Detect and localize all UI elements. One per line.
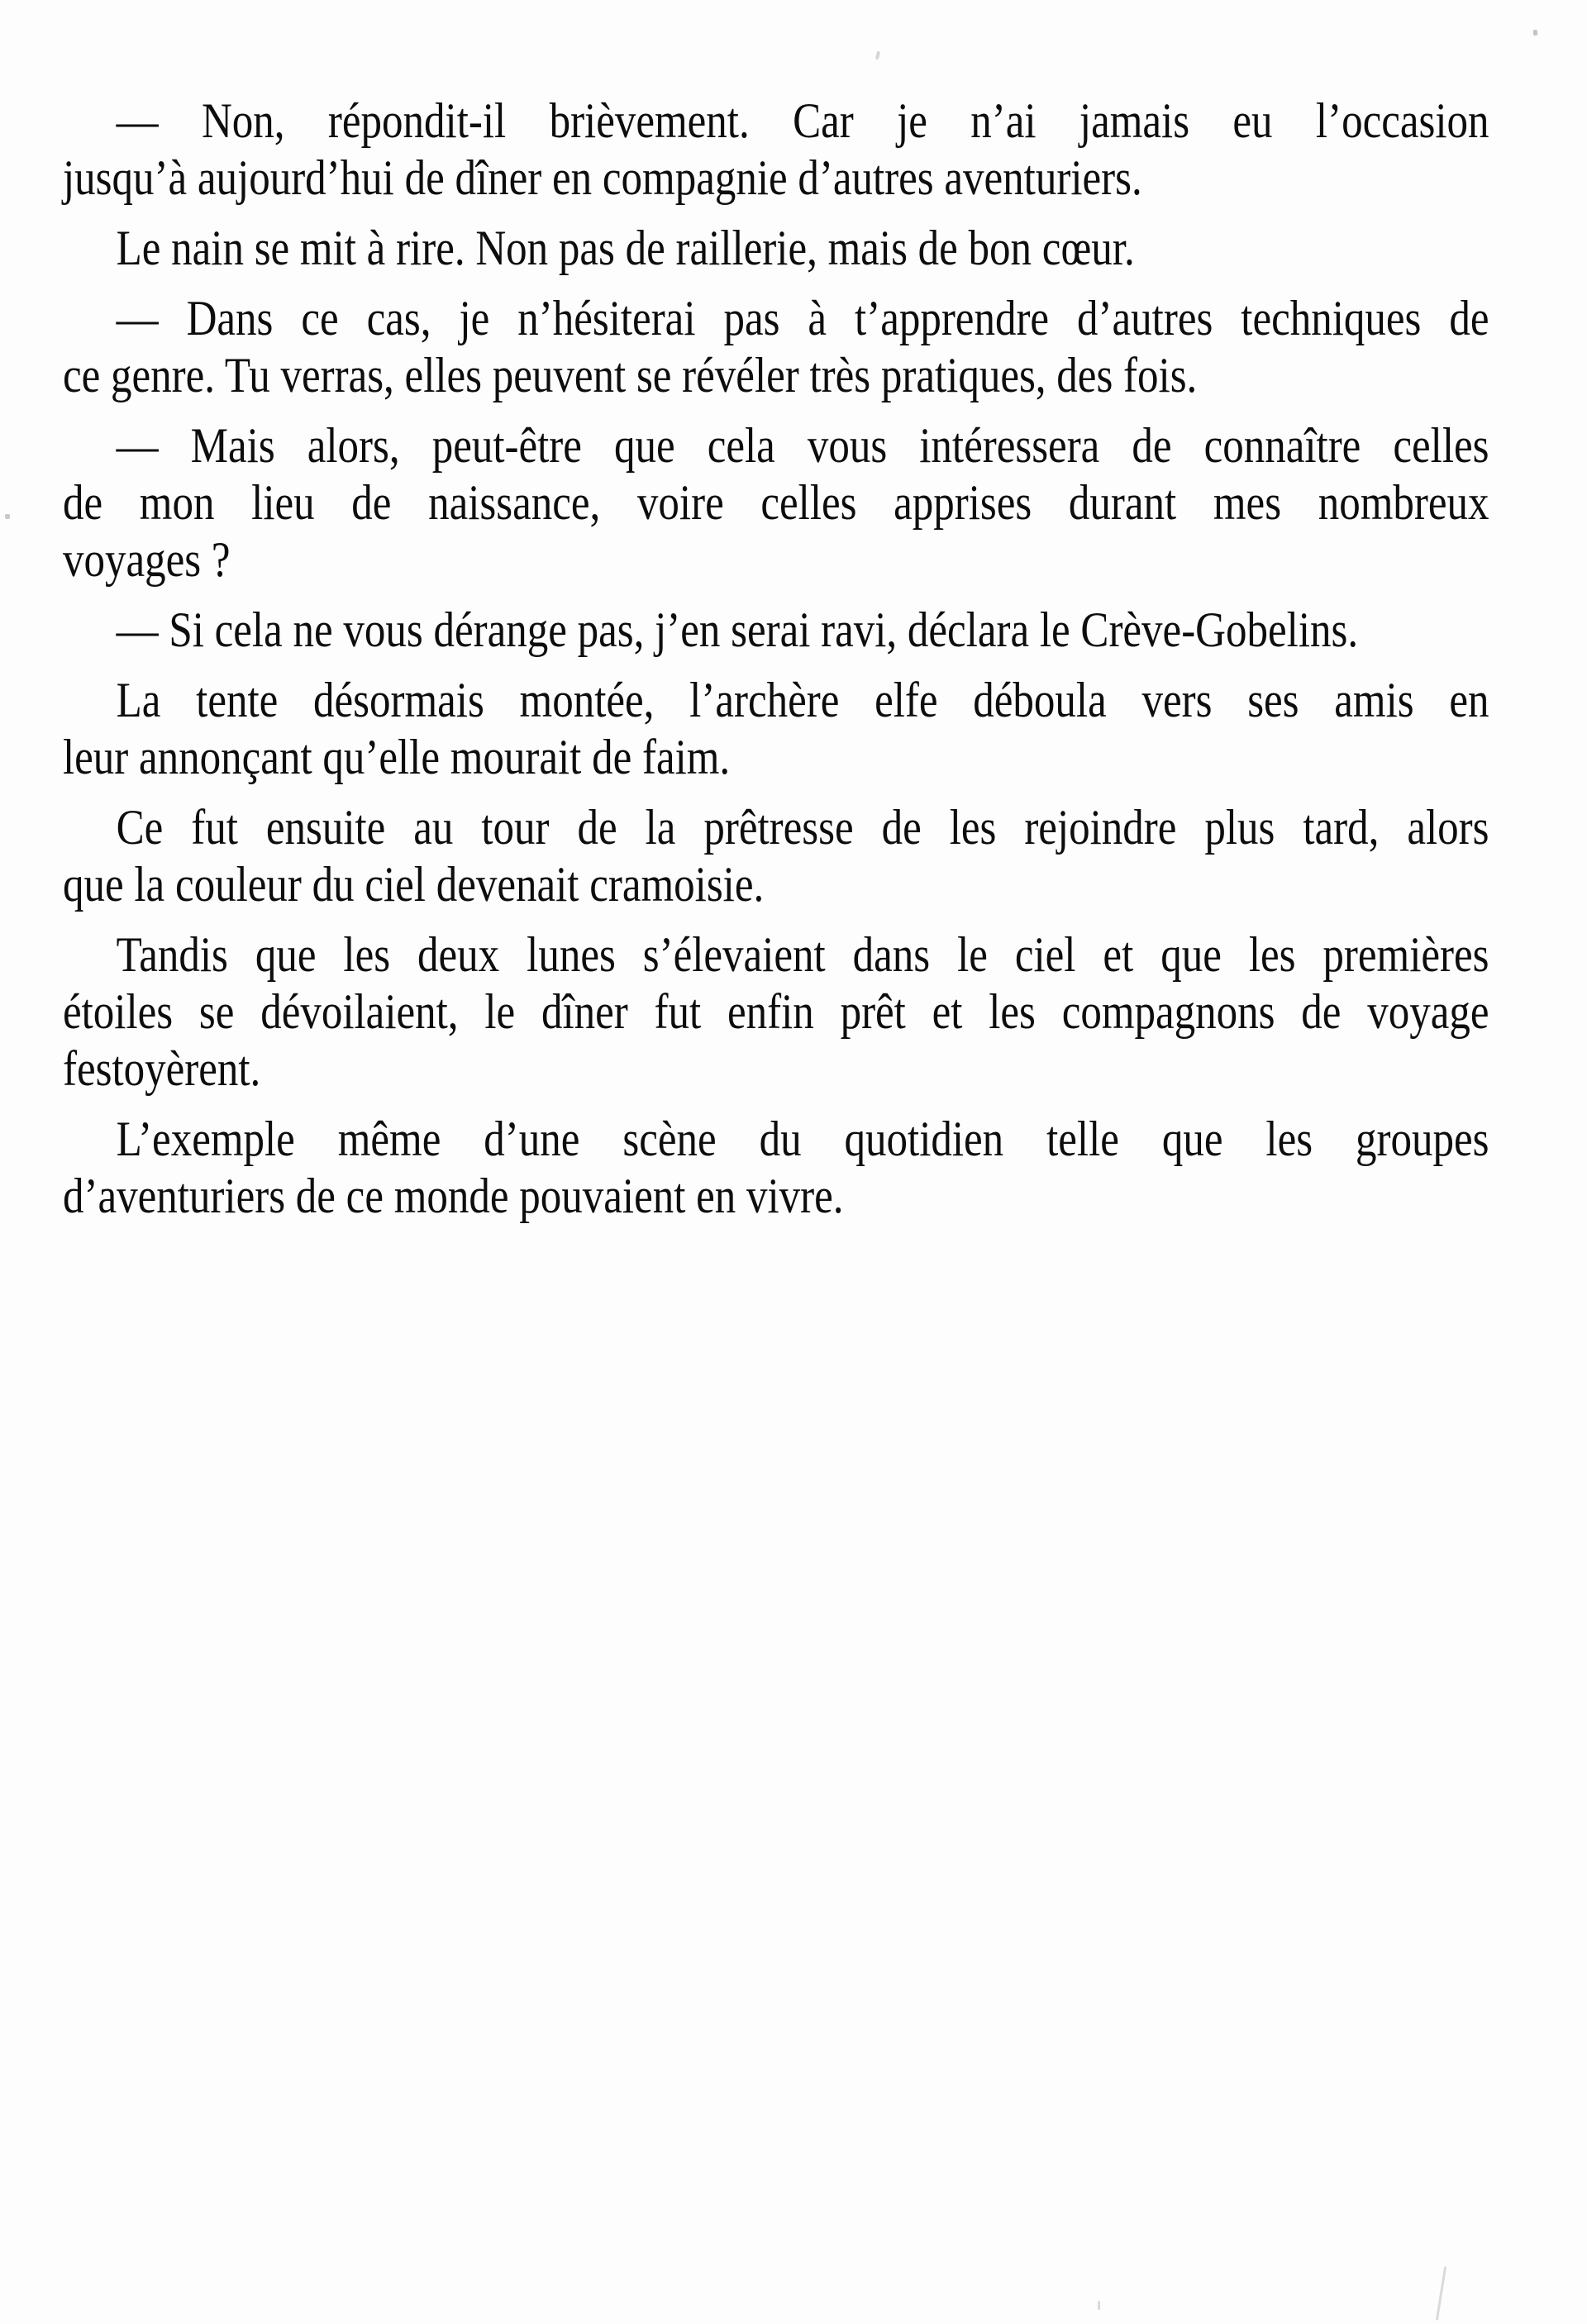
text-line: voyages ? — [63, 532, 231, 587]
paragraph — [63, 290, 1489, 404]
paragraph — [63, 799, 1489, 913]
paragraph — [63, 672, 1489, 786]
text-line: Ce fut ensuite au tour de la prêtresse de les rejoindre plus tard, alors — [116, 800, 1489, 855]
scan-artifact — [1436, 2266, 1446, 2321]
text-line: ce genre. Tu verras, elles peuvent se révéler très pratiques, des fois. — [63, 348, 1198, 402]
paragraph — [63, 220, 1489, 277]
text-line: que la couleur du ciel devenait cramoisie. — [63, 857, 765, 912]
paragraph — [63, 93, 1489, 207]
text-line: L’exemple même d’une scène du quotidien telle que les groupes — [116, 1112, 1489, 1166]
text-line: jusqu’à aujourd’hui de dîner en compagnie d’autres aventuriers. — [63, 150, 1142, 205]
scan-artifact — [1098, 2301, 1100, 2310]
text-line: — Mais alors, peut-être que cela vous intéressera de connaître celles — [116, 418, 1489, 473]
text-line: festoyèrent. — [63, 1041, 261, 1096]
text-line: leur annonçant qu’elle mourait de faim. — [63, 730, 731, 784]
text-line: — Dans ce cas, je n’hésiterai pas à t’apprendre d’autres techniques de — [116, 291, 1489, 345]
text-line: d’aventuriers de ce monde pouvaient en vivre. — [63, 1169, 844, 1223]
text-line: Tandis que les deux lunes s’élevaient dans le ciel et que les premières — [116, 927, 1489, 982]
text-line: La tente désormais montée, l’archère elfe déboula vers ses amis en — [116, 673, 1489, 727]
text-line: étoiles se dévoilaient, le dîner fut enfin prêt et les compagnons de voyage — [63, 984, 1489, 1039]
scan-artifact — [1533, 30, 1537, 36]
text-line: — Non, répondit-il brièvement. Car je n’ai jamais eu l’occasion — [116, 93, 1489, 148]
text-line: — Si cela ne vous dérange pas, j’en serai ravi, déclara le Crève-Gobelins. — [116, 602, 1359, 657]
paragraph — [63, 926, 1489, 1098]
text-line: de mon lieu de naissance, voire celles apprises durant mes nombreux — [63, 475, 1489, 530]
scan-artifact — [875, 51, 880, 60]
text-line: Le nain se mit à rire. Non pas de raillerie, mais de bon cœur. — [116, 221, 1135, 275]
paragraph — [63, 602, 1489, 659]
paragraph — [63, 1111, 1489, 1225]
text-block — [63, 93, 1489, 1238]
paragraph — [63, 417, 1489, 588]
scan-artifact — [5, 514, 10, 519]
